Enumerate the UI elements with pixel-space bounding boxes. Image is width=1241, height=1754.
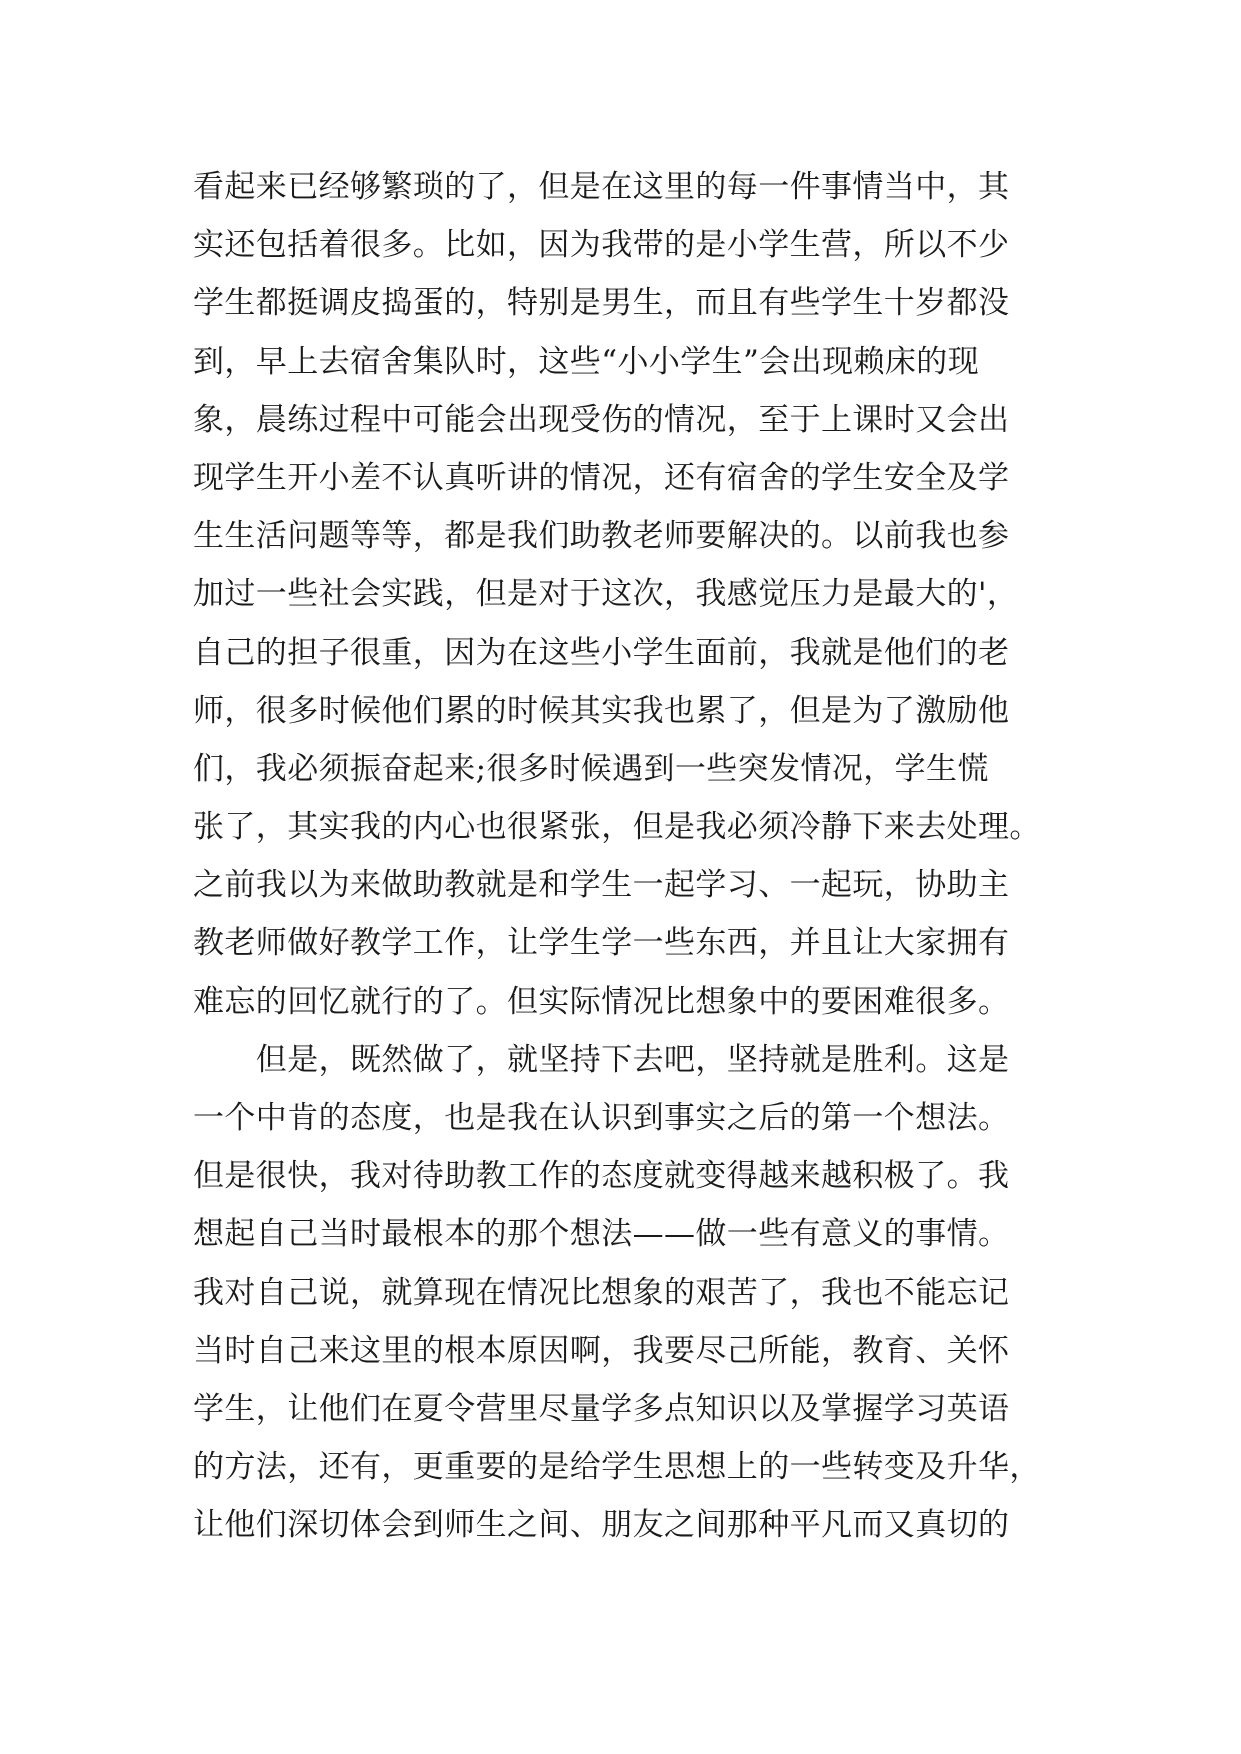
text-line: 到，早上去宿舍集队时，这些“小小学生”会出现赖床的现 [193,343,980,380]
text-line: 当时自己来这里的根本原因啊，我要尽己所能，教育、关怀 [193,1332,1010,1369]
text-line: 学生，让他们在夏令营里尽量学多点知识以及掌握学习英语 [193,1390,1010,1427]
body-text [193,158,1053,1555]
text-line: 想起自己当时最根本的那个想法——做一些有意义的事情。 [193,1216,1010,1253]
text-line: 教老师做好教学工作，让学生学一些东西，并且让大家拥有 [193,925,1010,962]
text-line: 象，晨练过程中可能会出现受伤的情况，至于上课时又会出 [193,401,1010,438]
text-line: 们，我必须振奋起来;很多时候遇到一些突发情况，学生慌 [193,750,989,787]
paragraph-start-line: 但是，既然做了，就坚持下去吧，坚持就是胜利。这是 [193,1041,1010,1078]
text-line: 我对自己说，就算现在情况比想象的艰苦了，我也不能忘记 [193,1274,1010,1311]
text-line: 之前我以为来做助教就是和学生一起学习、一起玩，协助主 [193,867,1010,904]
text-line: 加过一些社会实践，但是对于这次，我感觉压力是最大的'， [193,576,1019,613]
text-line: 一个中肯的态度，也是我在认识到事实之后的第一个想法。 [193,1100,1010,1136]
text-line: 的方法，还有，更重要的是给学生思想上的一些转变及升华， [193,1449,1041,1486]
text-line: 看起来已经够繁琐的了，但是在这里的每一件事情当中，其 [193,169,1010,205]
text-line: 难忘的回忆就行的了。但实际情况比想象中的要困难很多。 [193,983,1010,1020]
text-line: 生生活问题等等，都是我们助教老师要解决的。以前我也参 [193,518,1010,555]
text-line: 张了，其实我的内心也很紧张，但是我必须冷静下来去处理。 [193,809,1041,846]
text-line: 自己的担子很重，因为在这些小学生面前，我就是他们的老 [193,634,1010,671]
text-line: 师，很多时候他们累的时候其实我也累了，但是为了激励他 [193,692,1010,729]
text-line: 实还包括着很多。比如，因为我带的是小学生营，所以不少 [193,227,1010,264]
text-line: 学生都挺调皮捣蛋的，特别是男生，而且有些学生十岁都没 [193,285,1010,322]
text-line: 让他们深切体会到师生之间、朋友之间那种平凡而又真切的 [193,1507,1010,1544]
text-line: 但是很快，我对待助教工作的态度就变得越来越积极了。我 [193,1158,1010,1195]
text-line: 现学生开小差不认真听讲的情况，还有宿舍的学生安全及学 [193,459,1010,496]
